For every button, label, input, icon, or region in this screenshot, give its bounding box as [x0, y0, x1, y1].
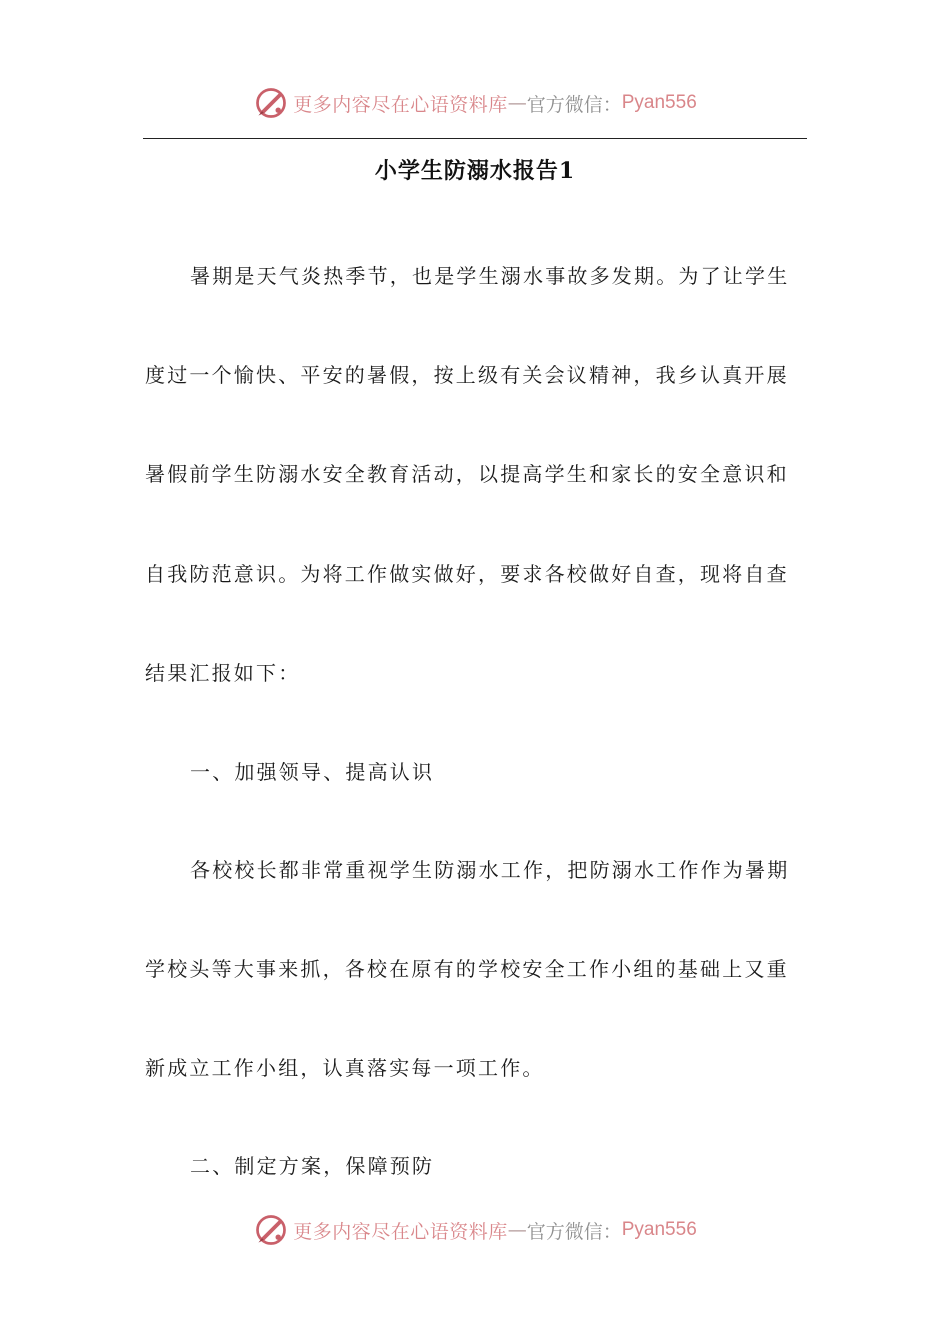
body-line: 各校校长都非常重视学生防溺水工作，把防溺水工作作为暑期: [190, 858, 790, 882]
footer-banner: [0, 1210, 950, 1250]
banner-main-text: 更多内容尽在心语资料库: [293, 93, 508, 116]
banner-wechat-id: Pyan556: [621, 1219, 697, 1240]
section-heading: 一、加强领导、提高认识: [190, 760, 435, 784]
header-banner: [0, 83, 950, 123]
banner-separator: —: [507, 92, 527, 114]
banner-separator: —: [507, 1219, 527, 1241]
banner-wechat-label: 官方微信：: [526, 93, 622, 116]
document-title: 小学生防溺水报告1: [374, 158, 576, 184]
body-line: 新成立工作小组，认真落实每一项工作。: [145, 1056, 545, 1080]
body-line: 学校头等大事来抓，各校在原有的学校安全工作小组的基础上又重: [145, 957, 789, 981]
banner-wechat-id: Pyan556: [621, 92, 697, 113]
body-line: 结果汇报如下：: [145, 661, 301, 685]
banner-main-text: 更多内容尽在心语资料库: [293, 1220, 508, 1243]
body-line: 暑期是天气炎热季节，也是学生溺水事故多发期。为了让学生: [190, 264, 790, 288]
pen-logo-icon: [253, 1212, 289, 1248]
banner-wechat-label: 官方微信：: [526, 1220, 622, 1243]
header-divider: [143, 138, 807, 139]
body-line: 暑假前学生防溺水安全教育活动，以提高学生和家长的安全意识和: [145, 462, 789, 486]
body-line: 自我防范意识。为将工作做实做好，要求各校做好自查，现将自查: [145, 562, 789, 586]
pen-logo-icon: [253, 85, 289, 121]
body-line: 度过一个愉快、平安的暑假，按上级有关会议精神，我乡认真开展: [145, 363, 789, 387]
section-heading: 二、制定方案，保障预防: [190, 1154, 435, 1178]
